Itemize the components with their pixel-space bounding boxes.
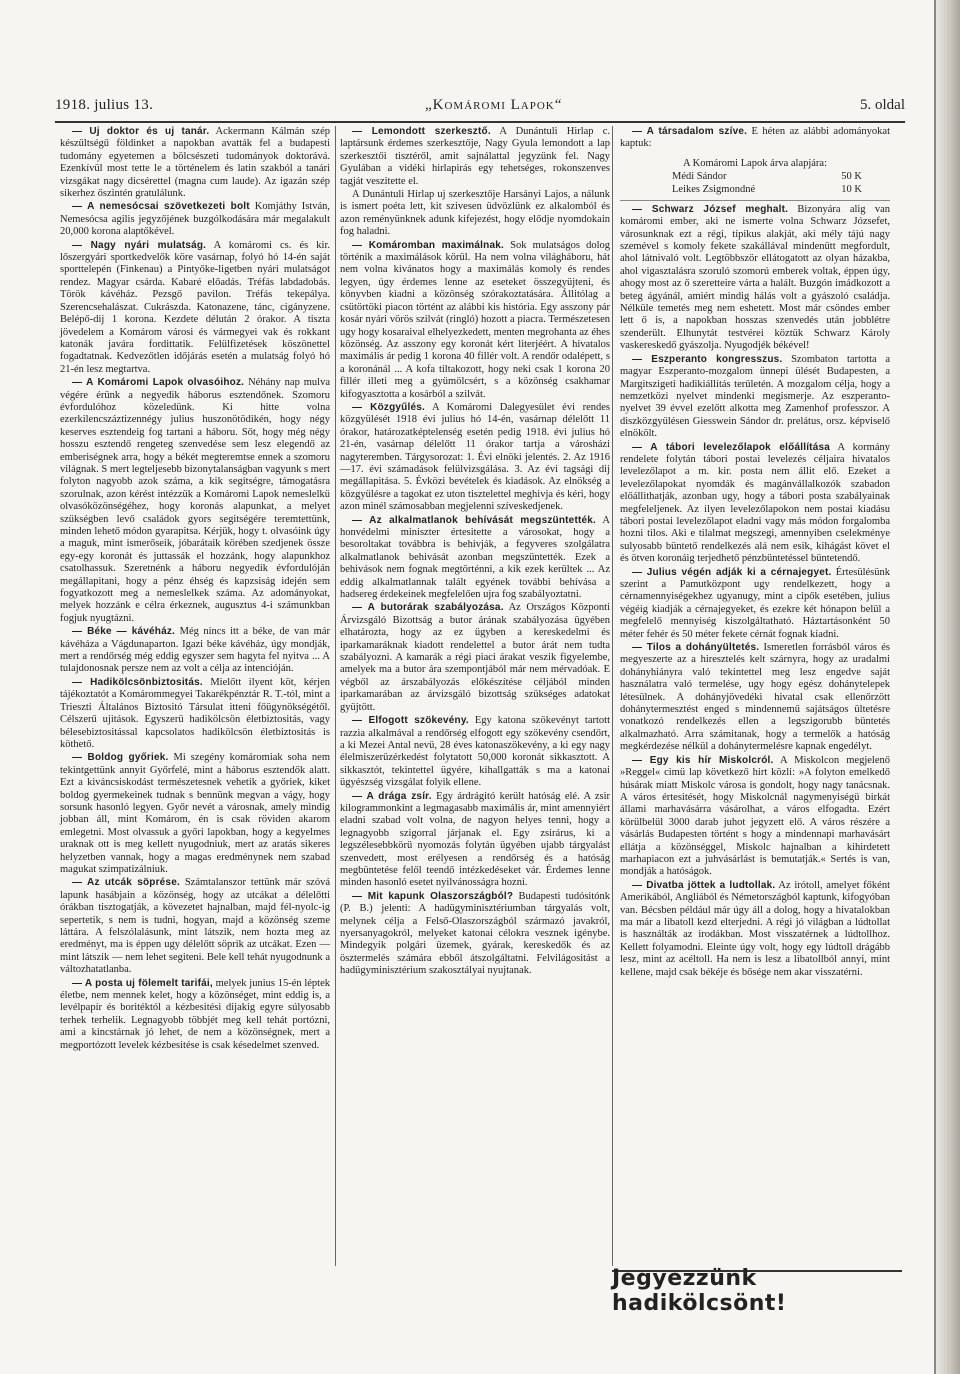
news-item-heading: — Uj doktor és uj tanár. — [72, 126, 210, 137]
news-item-body: Egy árdrágitó került hatóság elé. A zsir kilogrammonkint a legmagasabb maximális ár, mint amennyiért eladni szabad volt volna, de nagyon helyes tenni, hogy a legnagyobb szigorral járjanak el. Egy zsirárus, ki a legszélesebbkörü nyomozás folytán ügyében ujabb tárgyalást szenvedett, most erélyesen a rendőrség és a hatóság megbüntetése felől teendő intézkedéseket vár. Érdemes lenne minden hasonló esetet nyilvánosságra hozni. — [340, 790, 611, 889]
news-item-body: E héten az alábbi adományokat kaptuk: — [620, 126, 890, 150]
news-item-heading: — A Komáromi Lapok olvasóihoz. — [72, 377, 245, 389]
news-item — [620, 755, 890, 879]
header-page-number: 5. oldal — [860, 97, 905, 113]
header-rule — [55, 121, 905, 123]
news-item-body: A kormány rendelete folytán tábori postai levelezés céljaira hivatalos levelezőlapot a m. kir. posta nem állit elő. Ezeket a levelezőlapokat nyomdák és magánvállalkozók szabadon előállithatják, azonban ugy, hogy a tábori posta szabályainak megfeleljenek. Az ilyen levelezőlapokon nem postai kiadásu tábori postai levelezőlapot eladni vagy más módon forgalomba hozni tilos. Aki e tilalmat megszegi, amennyiben cselekménye sulyosabb büntető rendelkezés alá nem esik, kihágást követ el és ötven koronáig terjedhető pénzbüntetéssel büntetendő. — [620, 441, 891, 565]
news-item-body: Komjáthy István, Nemesócsa agilis jegyzőjének buzgólkodására már megalakult 20,000 korona alaptőkével. — [60, 201, 330, 238]
column-divider — [612, 126, 613, 1266]
news-item — [60, 877, 330, 976]
news-item — [340, 891, 610, 978]
donor-name: Leikes Zsigmondné — [672, 183, 756, 195]
news-item-body: Egy katona szökevényt tartott razzia alkalmával a rendőrség elfogott egy szökevény csendőrt, a ki Mezei Antal nevü, 28 éves katonaszökevény, a ki egy nagy élelmiszerüzérkedést folytatott 50,000 koronát sikkasztott. A sikkasztót, tekintettel ügyére, kihallgatták s ma a katonai ügyészség vizsgálat folyik ellene. — [340, 715, 610, 789]
news-item-body: Szombaton tartotta a magyar Eszperanto-mozgalom ünnepi ülését Budapesten, a Margitszigeti hadikiállítás területén. A mozgalom célja, hogy a nemzetközi nyelvet mindenki megismerje. Az eszperanto-nyelvet 39 évvel ezelőtt alkotta meg Zamenhof professzor. A diszközgyülésen Giesswein Sándor dr. prelátus, orsz. képviselő elnökölt. — [620, 353, 891, 440]
news-item — [60, 240, 330, 376]
news-item — [340, 515, 610, 602]
news-item-heading: — Közgyűlés. — [352, 401, 425, 413]
news-item — [620, 354, 890, 441]
news-item-body: melyek junius 15-én léptek életbe, nem mennek kelet, hogy a közönséget, mint eddig is, a levélpapír és boritéktól a kézbesitési dijakig egyre súlyosabb terhek terhelik. Legnagyobb többjét meg kell tehát portózni, ami a kincstárnak jó lehet, de nem a közönségnek, mert a megportózott levelek kézbesitése is csak késedelmet szenved. — [60, 977, 331, 1051]
donation-list — [620, 157, 890, 196]
news-item-body: Bizonyára alig van komáromi ember, aki ne ismerte volna Schwarz Józsefet, városunknak ezt a régi, tipikus alakját, aki mély tájú nagy szemével s komoly fekete szakállával mindenütt megfordult, ahol látnivaló volt. Legtöbbször ellátogatott az olyan házakba, ahol vigasztalásra szoruló szomorú emberek voltak, éppen úgy, ahogy most az ő szeretteire várta a halált. Buzgón imádkozott a beteg ágyánál, amiért mindig hálás volt a gyászoló családja. Nélküle temetés meg nem eshetett. Most már csöndes ember lett ő is, a napokban hosszas szenvedés után jobblétre szenderült. Elhunytát testvérei köztük Schwarz Károly vaskereskedő gyászolja. Nyugodjék békével! — [620, 203, 890, 352]
news-item-body: Számtalanszor tettünk már szóvá lapunk hasábjain a közönség, hogy az utcákat a délelőtti órákban tisztogatják, a kövezetet hajnalban, majd fél-nyolc-ig sepertetik, s nem is tudni, hogyan, majd a közönség szeme láttára. A felszólalásunk, mint látszik, nem hozta meg az eredményt, ma is éppen ugy délelőtt söprik az utcákat. Ezen — mint látszik — nem lehet segiteni. Bele kell tehát nyugodnunk a változhatatlanba. — [60, 877, 331, 976]
news-item-heading: — Az utcák söprése. — [72, 877, 180, 889]
page-header — [55, 97, 905, 123]
news-item — [340, 602, 610, 714]
news-item-body: Az Országos Központi Árvizsgáló Bizottság a butor árának szabályozása ügyében elhatározta, hogy az ez ügyben a kereskedelmi és iparkamaráknak kiadott rendelettel a butor árát nem tudta szabályozni. A kamarák a régi piaci árakat veszik figyelembe, amelyek ma a butor ára szempontjából már nem mérvadóak. E végből az árszabályozás előkészítése céljából minden iparkamarában az árvizsgáló bizottság szükséges adatokat gyüjtött. — [340, 602, 610, 713]
news-item — [340, 240, 610, 401]
news-item-body: Ismeretlen forrásból város és megyeszerte az a hiresztelés kelt szárnyra, hogy az uradalmi dohányhiányra való tekintettel meg lesz engedve saját használatra való termelése, ugy hogy egész dohánytelepek létesülnek. A dohányjövedéki hivatal csak ellenőrzött dohánytermesztést enged s mindennemű sajátságos ültetésre vonatkozó rendelkezés ellen a legszigorubb büntetés alkalmazható. Arra számitanak, hogy a termelők a hatóság megkérdezése nélkül a dohánytermelésre kapnak engedélyt. — [620, 642, 890, 753]
news-item — [620, 880, 890, 979]
header-paper-name: „Komáromi Lapok“ — [425, 97, 563, 113]
news-item-body: Értesülésünk szerint a Pamutközpont ugy rendelkezett, hogy a cérnamennyiségekhez ugyanugy, mint a cipők esetében, julius végéig kiadják a cérnajegyeket, és ezekre két hónapon belül a megfelelő mennyiség kiszolgáltatható. Háztartásonként 50 méter fehér és 50 méter fekete cérnát fognak kiadni. — [620, 566, 891, 640]
news-item — [60, 377, 330, 625]
news-item-heading: — Boldog győriek. — [72, 752, 169, 764]
news-item-body: A Dunántuli Hirlap c. laptársunk érdemes szerkesztője, Nagy Gyula lemondott a lap szerkesztői tisztéről, amit sajnálattal jegyzünk fel. Nagy Gyulában a vidéki hirlapirás egy tehetséges, rokonszenves tagját veszitette el. — [340, 126, 611, 187]
news-item — [620, 204, 890, 353]
news-item-body: A Komáromi Dalegyesület évi rendes közgyülését 1918 évi julius hó 14-én, vasárnap délelőtt 11 órakor, határozatképtelenség esetén pedig 1918. évi julius hó 21-én, vasárnap délelőtt 11 órakor tartja a városházi nagyteremben. Tárgysorozat: 1. Évi elnöki jelentés. 2. Az 1916—17. évi számadások felülvizsgálása. 3. Az évi tagsági dij megállapitása. 5. Évközi bevételek és kiadások. Az elnökség a közgyülésre a tagokat ez uton tisztelettel meghivja és kéri, hogy azon minél számosabban megjelenni szíveskedjenek. — [340, 401, 611, 513]
news-item-heading: — Béke — kávéház. — [72, 626, 176, 638]
news-item-body: Mielőtt ilyent köt, kérjen tájékoztatót a Komárommegyei Takarékpénztár R. T.-tól, mint a Trieszti Általános Biztositó Társulat itteni főügynökségétől. Célszerű ujitások. Egyszerü hadikölcsön életbiztositás, vagy bélesebiztositással kapcsolatos hadikölcsön életbiztositás is köthető. — [60, 676, 330, 750]
news-item — [620, 642, 890, 754]
donation-row — [620, 170, 890, 183]
donor-name: Médi Sándor — [672, 170, 727, 182]
news-item-body: A komáromi cs. és kir. lőszergyári sportkedvelők köre vasárnap, folyó hó 14-én saját sporttelepén (Finkenau) a Pintyőke-ligetben nyári mulatságot rendez. Magyar csárda. Kabaré előadás. Tréfás labdadobás. Török kávéház. Pezsgő pavilon. Tréfás tekepálya. Szerencsehalászat. Cukrászda. Katonazene, tánc, cigányzene. Belépő-dij 1 korona. Kezdete délután 2 órakor. A tiszta jövedelem a Komárom városi és vármegyei vak és rokkant katonák javára fordittatik. Felülfizetések köszönettel fogadtatnak. Kedvezőtlen időjárás esetén a mulatság folyó hó 21-én lesz megtartva. — [60, 239, 330, 375]
news-item-heading: — A tábori levelezőlapok előállítása — [632, 441, 830, 453]
news-item-heading: — A nemesócsai szövetkezeti bolt — [72, 201, 250, 213]
news-item — [340, 791, 610, 890]
news-item-heading: — Komáromban maximálnak. — [352, 239, 504, 251]
news-item — [620, 126, 890, 151]
news-item-body: Ackermann Kálmán szép készültségű földinket a napokban avatták fel a budapesti tudomány egyetemen a bölcsészeti tudományok doktorává. Ezenkívül most tette le a történelem és latin szakból a tanári vizsgákat nagy dicsérettel (magna cum laude). Az igazán szép sikerhez őszintén gratulálunk. — [60, 126, 331, 200]
news-item-body: Néhány nap mulva végére érünk a negyedik háborus esztendőnek. Szomoru évfordulóhoz közeledünk. Ki hitte volna ezerkilencszáztizennégy julius huszonötödikén, hogy négy keserves esztendeig fog tartani a háboru. Sőt, hogy még négy hosszu esztendő rengeteg szenvedése sem lesz elegendő az emberiségnek arra, hogy a békét megteremtse ennek a szomoru világnak. S mert legteljesebb bizonytalanságban vagyunk s mert folyton nagyobb azok száma, a kik segitségre, támogatásra szorulnak, azon kérést intézzük a Komáromi Lapok nemeslelkü olvasóközönségéhez, hogy koronás alapunkat, a melyet szükségben levő családok gyors segitségére teremtettünk, minden lehető módon gyarapitsa. Kérjük, hogy t. olvasóink úgy a maguk, mint ismerőseik, jóbarátaik körében szedjenek össze egy-egy koronát és juttassák el hozzánk, hogy alapunkhoz csatolhassuk. Szeretnénk a háboru negyedik évfordulóján megállapitani, hogy a pénz éhség és kapzsiság idején sem fogyatkozott meg a nemeslelkek száma. Az adományokat, melyek hozzánk e célra érkeznek, augusztus 4-i számunkban fogjuk nyugtázni. — [60, 377, 331, 624]
news-item-heading: — Nagy nyári mulatság. — [72, 239, 207, 251]
section-rule — [620, 200, 890, 201]
news-item-heading: — Lemondott szerkesztő. — [352, 126, 491, 137]
news-item-heading: — A butorárak szabályozása. — [352, 602, 504, 614]
news-item — [620, 567, 890, 641]
news-item — [60, 677, 330, 751]
news-item — [60, 752, 330, 876]
donation-row — [620, 183, 890, 196]
news-item-heading: — Hadikölcsönbiztositás. — [72, 676, 203, 688]
news-item-body: A Miskolcon megjelenő »Reggel« cimü lap következő hirt közli: »A folyton emelkedő húsárak miatt Miskolc városa is gondolt, hogy nagy tanácsnak. A város értesitését, hogy Miskolcnál nagymenyiségü birkát állami marhavásárra vásárolhat, a város elfogadta. Ezért körülbelül 3000 darab juhot jegyzett elő. A város részére a vásárlás Budapesten történt s hogy a mindennapi marhavásárt ellátja a közönséggel, Miskolc hajnalban a kihirdetett marhapiacon ezt a juhvásárlást is bemutatják.« Sertés is van, mondják a hatóságok. — [620, 754, 890, 878]
news-item — [60, 626, 330, 676]
column-middle — [340, 126, 610, 979]
column-left — [60, 126, 330, 1053]
news-item-heading: — Mit kapunk Olaszországból? — [352, 890, 514, 902]
news-item-heading: — Divatba jöttek a ludtollak. — [632, 879, 776, 891]
news-item-body: Sok mulatságos dolog történik a maximálások körül. Ha nem volna világháboru, hát nem volna kivánatos hogy a maximálás komoly és rendes legyen, úgy érdemes lenne az eseteket összegyüjteni, és könyvben kiadni a közönség szórakoztatására. Állitólag a csütörtöki piacon történt az alábbi kis história. Egy asszony pár kosár nyári vörös szilvát (ringló) hozott a piacra. Természetesen ugy hogy kosaraival elhelyezkedett, menten megrohanta az éhes közönség. Az asszony egy koronát kért literjéért. A hivatalos maximális ár pedig 1 korona 40 fillér volt. A rendőr odalépett, s a koronánál ... A kofa tiltakozott, hogy neki csak 1 korona 20 fillér illeti meg a gyümölcsért, s a közönség csakhamar kifogyasztotta a kosárból a szilvát. — [340, 239, 610, 400]
header-date: 1918. julius 13. — [55, 97, 154, 113]
news-item-heading: — Egy kis hír Miskolcról. — [632, 754, 774, 766]
column-right — [620, 126, 890, 980]
news-item-heading: — Julius végén adják ki a cérnajegyet. — [632, 566, 832, 578]
news-item-heading: — Schwarz József meghalt. — [632, 203, 789, 215]
news-item-heading: — A drága zsír. — [352, 790, 432, 802]
news-item-heading: — Az alkalmatlanok behívását megszüntették. — [352, 514, 597, 526]
news-item-heading: — A posta uj fölemelt tarifái, — [72, 977, 213, 989]
news-item — [340, 402, 610, 514]
news-item-heading: — Eszperanto kongresszus. — [632, 353, 783, 365]
news-item-heading: — Elfogott szökevény. — [352, 715, 469, 727]
news-item — [340, 715, 610, 789]
news-item — [60, 201, 330, 238]
news-item-body: A Dunántuli Hirlap uj szerkesztője Harsányi Lajos, a nálunk is ismert poéta lett, kit szivesen üdvözlünk ez alkalomból és azon reményünknek adunk kifejezést, hogy elődje nyomdokain fog haladni. — [340, 189, 610, 238]
news-item — [340, 126, 610, 188]
news-item — [340, 189, 610, 239]
news-item-body: Budapesti tudósitónk (P. B.) jelenti: A hadügyminisztériumban tárgyalás volt, melynek célja a Felső-Olaszországból származó javakról, nyersanyagokról, melyeket katonai célokra vesznek igénybe. Mindegyik polgári üzemek, gyárak, kereskedők és az ösztermelés számára ebből átszolgáltatni. Felvilágositást a hadügyminisztérium szakosztályai nyujtanak. — [340, 890, 610, 977]
news-item-body: Az irótoll, amelyet főként Amerikából, Angliából és Németországból kaptunk, kifogyóban van. Bécsben például már úgy áll a dolog, hogy a hivatalokban ma már a libatoll kezd elterjedni. A régi jó világban a lúdtollat is használták az irodákban. Most visszatérnek a lúdtollhoz. Kellett folyamodni. Eleinte úgy volt, hogy egy lúdtoll drágább lesz, mint az acéltoll. Ha nem is lesz a libatollból annyi, mint kellene, majd csak békéje és bősége nem akar visszatérni. — [620, 879, 891, 978]
news-item-body: Mi szegény komáromiak soha nem tekintgettünk annyit Győrfelé, mint a háborus esztendők alatt. Ezt a kiváncsiskodást természetesnek vehetik a győriek, kiket boldog gyermekeinek tudnak s bennünk megvan a vágy, hogy sorsunk hasonló legyen. Győr nevét a városnak, amely mindig jobban áll, mint Komárom, én is csak röviden akarom emlegetni. Most olvassuk a győri lapokban, hogy a kegyelmes uraknak ott is meg kellett nyugodniuk, mert az aratás sikeres helyzetben vannak, hogy a magas eredménynek nem szabad magukat szimpatizálniuk. — [60, 752, 330, 875]
news-item-heading: — Tilos a dohányültetés. — [632, 642, 760, 654]
donation-amount: 50 K — [841, 170, 862, 182]
news-item — [620, 442, 890, 566]
news-item-heading: — A társadalom szíve. — [632, 126, 748, 137]
news-item — [60, 978, 330, 1052]
news-item — [60, 126, 330, 200]
war-loan-slogan: Jegyezzünk hadikölcsönt! — [612, 1270, 902, 1310]
news-item-body: A honvédelmi miniszter értesitette a városokat, hogy a besoroltakat továbbra is behivják, a fegyveres szolgálatra alkalmatlanok behivását azonban megszüntették. Ezek a behivások nem fognak megtörténni, a kik ezek kerültek ... Az eddig alkalmatlannak talált egyének további behívása a hadsereg érdekeinek megfelelően ujra fog szabályoztatni. — [340, 514, 610, 601]
donation-fund-title: A Komáromi Lapok árva alapjára: — [682, 157, 828, 169]
column-divider — [335, 126, 336, 1266]
donation-amount: 10 K — [841, 183, 862, 195]
news-item-body: Még nincs itt a béke, de van már kávéháza a Vágdunaparton. Igazi béke kávéház, úgy mondják, mert a rendőrség még eddig egyszer sem hagyta fel nyitva ... A tulajdonosnak persze nem az volt a célja az intencióján. — [60, 626, 331, 675]
page-edge-shadow — [936, 0, 960, 1374]
